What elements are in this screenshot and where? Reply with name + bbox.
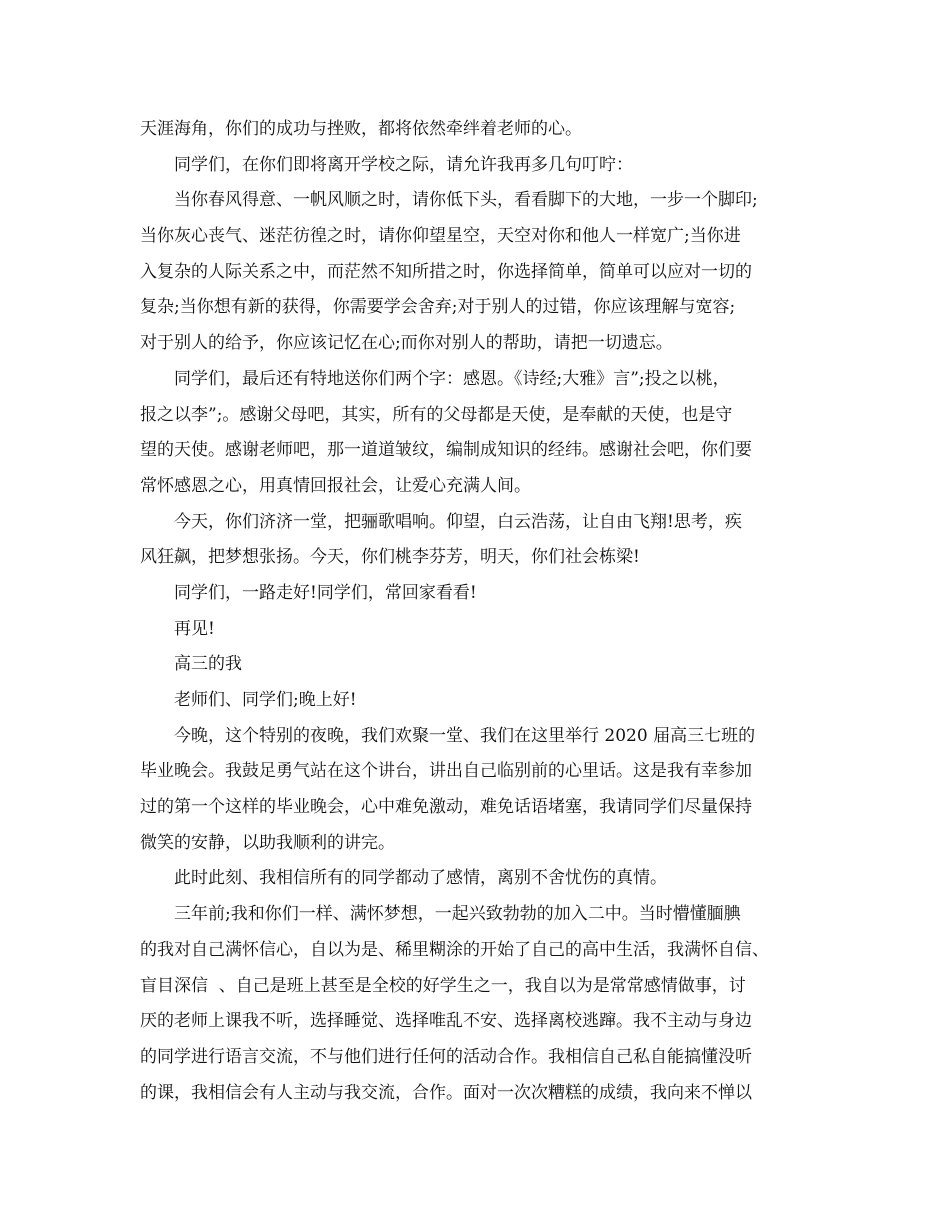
text-line: 三年前;我和你们一样、满怀梦想，一起兴致勃勃的加入二中。当时懵懂腼腆 [174,904,741,925]
text-line: 当你春风得意、一帆风顺之时，请你低下头，看看脚下的大地，一步一个脚印; [174,190,758,211]
text-line: 同学们，在你们即将离开学校之际，请允许我再多几句叮咛： [174,154,633,175]
text-line: 同学们，最后还有特地送你们两个字：感恩。《诗经;大雅》言”;投之以桃， [174,368,730,389]
text-line: 望的天使。感谢老师吧，那一道道皱纹，编制成知识的经纬。感谢社会吧，你们要 [140,440,752,461]
document-page [140,112,820,1111]
text-line: 的同学进行语言交流，不与他们进行任何的活动合作。我相信自己私自能搞懂没听 [140,1046,752,1067]
text-line: 盲目深信 、自己是班上甚至是全校的好学生之一，我自以为是常常感情做事，讨 [140,975,746,996]
text-line: 此时此刻、我相信所有的同学都动了感情，离别不舍忧伤的真情。 [174,868,667,889]
text-line: 过的第一个这样的毕业晚会，心中难免激动，难免话语堵塞，我请同学们尽量保持 [140,797,752,818]
text-line: 的课，我相信会有人主动与我交流，合作。面对一次次糟糕的成绩，我向来不惮以 [140,1082,752,1103]
text-line: 微笑的安静，以助我顺利的讲完。 [140,832,395,853]
text-line: 风狂飙，把梦想张扬。今天，你们桃李芬芳，明天，你们社会栋梁! [140,547,640,568]
text-line: 复杂;当你想有新的获得，你需要学会舍弃;对于别人的过错，你应该理解与宽容; [140,297,736,318]
section-heading: 高三的我 [174,654,242,675]
text-line: 同学们，一路走好!同学们，常回家看看! [174,582,477,603]
text-line: 老师们、同学们;晚上好! [174,690,357,710]
text-line: 毕业晚会。我鼓足勇气站在这个讲台，讲出自己临别前的心里话。这是我有幸参加 [140,761,752,782]
text-line: 报之以李”;。感谢父母吧，其实，所有的父母都是天使，是奉献的天使，也是守 [140,404,733,425]
text-line: 的我对自己满怀信心，自以为是、稀里糊涂的开始了自己的高中生活，我满怀自信、 [140,939,769,960]
text-line: 对于别人的给予，你应该记忆在心;而你对别人的帮助，请把一切遗忘。 [140,333,673,354]
text-line: 入复杂的人际关系之中，而茫然不知所措之时，你选择简单，简单可以应对一切的 [140,261,752,282]
text-line: 再见! [174,618,215,639]
text-line: 厌的老师上课我不听，选择睡觉、选择唯乱不安、选择离校逃蹿。我不主动与身边 [140,1011,752,1032]
text-line: 今天，你们济济一堂，把骊歌唱响。仰望，白云浩荡，让自由飞翔!思考，疾 [174,511,742,532]
text-line: 当你灰心丧气、迷茫彷徨之时，请你仰望星空，天空对你和他人一样宽广;当你进 [140,226,741,247]
text-line: 常怀感恩之心，用真情回报社会，让爱心充满人间。 [140,475,531,496]
text-line: 今晚，这个特别的夜晚，我们欢聚一堂、我们在这里举行 2020 届高三七班的 [174,725,756,746]
text-line: 天涯海角，你们的成功与挫败，都将依然牵绊着老师的心。 [140,119,582,139]
